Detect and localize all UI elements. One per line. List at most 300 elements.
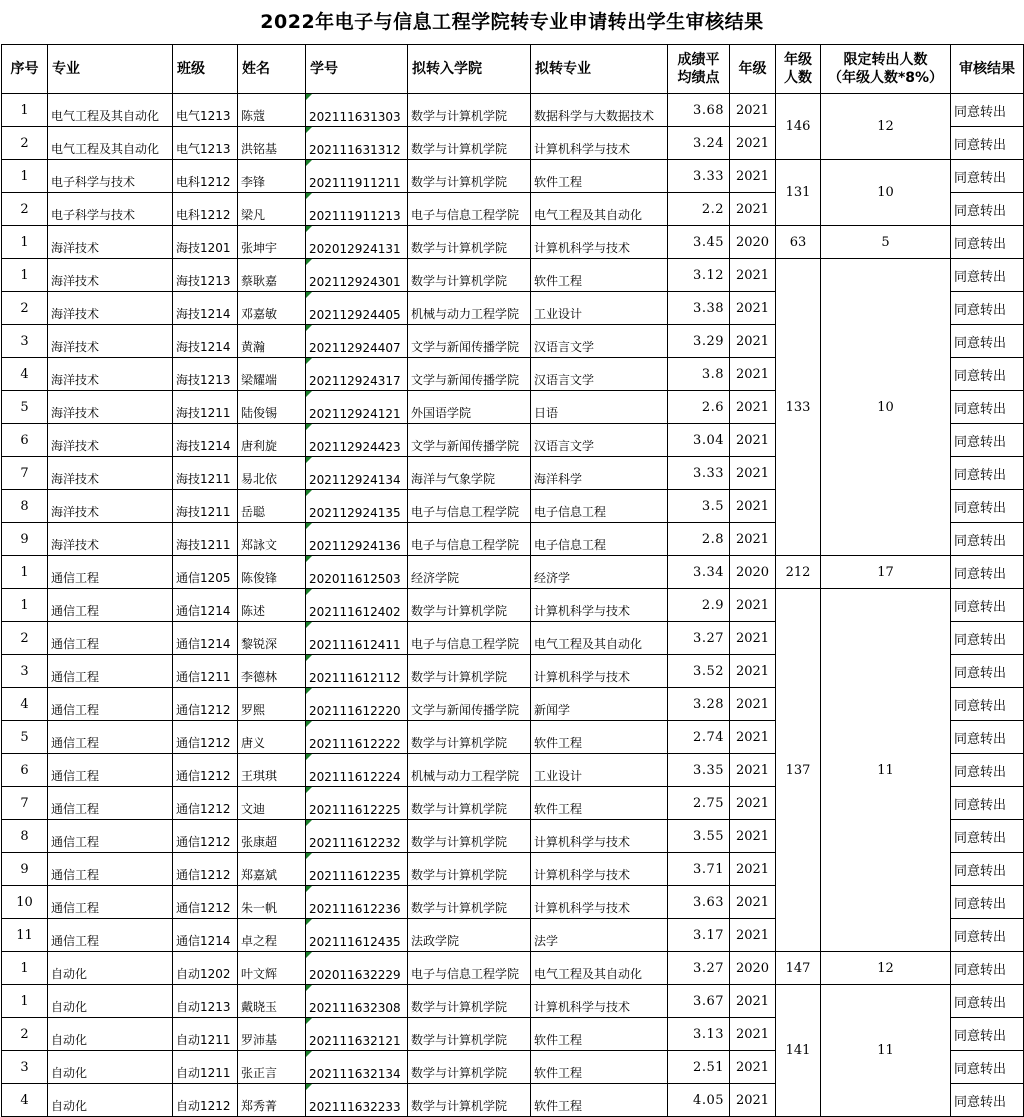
grade-count-cell: 131 (776, 160, 821, 226)
gpa-cell: 3.34 (668, 556, 730, 589)
major-cell: 通信工程 (48, 820, 173, 853)
limit-cell: 11 (821, 985, 951, 1117)
target-college-cell: 数学与计算机学院 (408, 1084, 531, 1117)
grade-cell: 2021 (730, 622, 776, 655)
result-cell: 同意转出 (951, 622, 1024, 655)
target-major-cell: 数据科学与大数据技术 (531, 94, 668, 127)
grade-count-cell: 212 (776, 556, 821, 589)
target-college-cell: 数学与计算机学院 (408, 853, 531, 886)
gpa-cell: 3.04 (668, 424, 730, 457)
grade-cell: 2021 (730, 490, 776, 523)
student-id-cell: 202111911211 (306, 160, 408, 193)
seq-cell: 4 (2, 688, 48, 721)
major-cell: 电气工程及其自动化 (48, 127, 173, 160)
target-college-cell: 外国语学院 (408, 391, 531, 424)
header-grade-count-line2: 人数 (784, 70, 812, 86)
name-cell: 文迪 (238, 787, 306, 820)
student-id-cell: 202111632121 (306, 1018, 408, 1051)
class-cell: 通信1214 (173, 589, 238, 622)
student-id-cell: 202111612411 (306, 622, 408, 655)
student-id-cell: 202112924405 (306, 292, 408, 325)
target-major-cell: 电气工程及其自动化 (531, 193, 668, 226)
gpa-cell: 3.68 (668, 94, 730, 127)
name-cell: 郑秀菁 (238, 1084, 306, 1117)
header-target-college: 拟转入学院 (408, 45, 531, 94)
target-major-cell: 电子信息工程 (531, 523, 668, 556)
target-college-cell: 数学与计算机学院 (408, 655, 531, 688)
name-cell: 李锋 (238, 160, 306, 193)
gpa-cell: 3.33 (668, 457, 730, 490)
major-cell: 通信工程 (48, 556, 173, 589)
name-cell: 朱一帆 (238, 886, 306, 919)
grade-cell: 2021 (730, 919, 776, 952)
target-college-cell: 数学与计算机学院 (408, 589, 531, 622)
seq-cell: 1 (2, 94, 48, 127)
gpa-cell: 2.75 (668, 787, 730, 820)
target-major-cell: 计算机科学与技术 (531, 655, 668, 688)
table-row (2, 259, 1024, 292)
name-cell: 王琪琪 (238, 754, 306, 787)
seq-cell: 2 (2, 1018, 48, 1051)
name-cell: 黎锐深 (238, 622, 306, 655)
table-row (2, 985, 1024, 1018)
seq-cell: 8 (2, 490, 48, 523)
target-major-cell: 工业设计 (531, 754, 668, 787)
gpa-cell: 3.27 (668, 952, 730, 985)
seq-cell: 1 (2, 226, 48, 259)
target-major-cell: 软件工程 (531, 1051, 668, 1084)
major-cell: 海洋技术 (48, 226, 173, 259)
target-college-cell: 数学与计算机学院 (408, 94, 531, 127)
grade-count-cell: 147 (776, 952, 821, 985)
name-cell: 易北依 (238, 457, 306, 490)
target-college-cell: 机械与动力工程学院 (408, 754, 531, 787)
target-college-cell: 数学与计算机学院 (408, 127, 531, 160)
gpa-cell: 2.2 (668, 193, 730, 226)
result-cell: 同意转出 (951, 754, 1024, 787)
major-cell: 海洋技术 (48, 259, 173, 292)
name-cell: 郑詠文 (238, 523, 306, 556)
class-cell: 电气1213 (173, 94, 238, 127)
target-college-cell: 电子与信息工程学院 (408, 952, 531, 985)
seq-cell: 3 (2, 1051, 48, 1084)
grade-count-cell: 63 (776, 226, 821, 259)
target-college-cell: 数学与计算机学院 (408, 886, 531, 919)
name-cell: 陈蔻 (238, 94, 306, 127)
class-cell: 电气1213 (173, 127, 238, 160)
target-college-cell: 文学与新闻传播学院 (408, 424, 531, 457)
grade-count-cell: 133 (776, 259, 821, 556)
limit-cell: 5 (821, 226, 951, 259)
grade-cell: 2021 (730, 358, 776, 391)
major-cell: 海洋技术 (48, 490, 173, 523)
target-college-cell: 数学与计算机学院 (408, 226, 531, 259)
result-cell: 同意转出 (951, 952, 1024, 985)
header-class: 班级 (173, 45, 238, 94)
target-college-cell: 数学与计算机学院 (408, 1051, 531, 1084)
class-cell: 通信1214 (173, 919, 238, 952)
student-id-cell: 202112924136 (306, 523, 408, 556)
result-cell: 同意转出 (951, 985, 1024, 1018)
result-cell: 同意转出 (951, 919, 1024, 952)
gpa-cell: 3.13 (668, 1018, 730, 1051)
name-cell: 梁耀端 (238, 358, 306, 391)
grade-count-cell: 141 (776, 985, 821, 1117)
name-cell: 戴晓玉 (238, 985, 306, 1018)
header-grade: 年级 (730, 45, 776, 94)
grade-cell: 2021 (730, 457, 776, 490)
name-cell: 陈述 (238, 589, 306, 622)
page-title: 2022年电子与信息工程学院转专业申请转出学生审核结果 (260, 11, 764, 33)
student-id-cell: 202111612225 (306, 787, 408, 820)
target-major-cell: 计算机科学与技术 (531, 820, 668, 853)
gpa-cell: 3.45 (668, 226, 730, 259)
grade-cell: 2021 (730, 259, 776, 292)
major-cell: 通信工程 (48, 589, 173, 622)
seq-cell: 11 (2, 919, 48, 952)
target-major-cell: 计算机科学与技术 (531, 589, 668, 622)
gpa-cell: 3.12 (668, 259, 730, 292)
gpa-cell: 3.27 (668, 622, 730, 655)
result-cell: 同意转出 (951, 292, 1024, 325)
class-cell: 电科1212 (173, 193, 238, 226)
class-cell: 通信1211 (173, 655, 238, 688)
target-college-cell: 文学与新闻传播学院 (408, 688, 531, 721)
class-cell: 海技1211 (173, 523, 238, 556)
student-id-cell: 202112924135 (306, 490, 408, 523)
name-cell: 岳聪 (238, 490, 306, 523)
table-row (2, 160, 1024, 193)
target-major-cell: 计算机科学与技术 (531, 127, 668, 160)
major-cell: 通信工程 (48, 919, 173, 952)
seq-cell: 4 (2, 358, 48, 391)
seq-cell: 9 (2, 853, 48, 886)
target-major-cell: 日语 (531, 391, 668, 424)
class-cell: 海技1213 (173, 259, 238, 292)
name-cell: 黄瀚 (238, 325, 306, 358)
gpa-cell: 3.55 (668, 820, 730, 853)
student-id-cell: 202111612232 (306, 820, 408, 853)
seq-cell: 1 (2, 160, 48, 193)
major-cell: 海洋技术 (48, 523, 173, 556)
target-major-cell: 新闻学 (531, 688, 668, 721)
major-cell: 自动化 (48, 985, 173, 1018)
target-major-cell: 计算机科学与技术 (531, 226, 668, 259)
major-cell: 自动化 (48, 1051, 173, 1084)
grade-cell: 2021 (730, 721, 776, 754)
student-id-cell: 202111612435 (306, 919, 408, 952)
header-grade-count-line1: 年级 (784, 52, 812, 68)
class-cell: 通信1212 (173, 853, 238, 886)
gpa-cell: 2.6 (668, 391, 730, 424)
name-cell: 郑嘉斌 (238, 853, 306, 886)
table-row (2, 226, 1024, 259)
grade-cell: 2021 (730, 193, 776, 226)
seq-cell: 1 (2, 985, 48, 1018)
student-id-cell: 202111911213 (306, 193, 408, 226)
grade-cell: 2021 (730, 820, 776, 853)
limit-cell: 12 (821, 94, 951, 160)
grade-cell: 2021 (730, 754, 776, 787)
seq-cell: 1 (2, 589, 48, 622)
gpa-cell: 3.8 (668, 358, 730, 391)
result-cell: 同意转出 (951, 259, 1024, 292)
major-cell: 通信工程 (48, 688, 173, 721)
result-cell: 同意转出 (951, 721, 1024, 754)
major-cell: 海洋技术 (48, 457, 173, 490)
target-college-cell: 电子与信息工程学院 (408, 490, 531, 523)
name-cell: 卓之程 (238, 919, 306, 952)
header-target-major: 拟转专业 (531, 45, 668, 94)
gpa-cell: 3.24 (668, 127, 730, 160)
grade-cell: 2021 (730, 160, 776, 193)
result-cell: 同意转出 (951, 391, 1024, 424)
student-id-cell: 202111612402 (306, 589, 408, 622)
target-major-cell: 软件工程 (531, 160, 668, 193)
grade-cell: 2020 (730, 952, 776, 985)
student-id-cell: 202111631312 (306, 127, 408, 160)
limit-cell: 12 (821, 952, 951, 985)
name-cell: 洪铭基 (238, 127, 306, 160)
seq-cell: 10 (2, 886, 48, 919)
target-major-cell: 软件工程 (531, 1018, 668, 1051)
major-cell: 通信工程 (48, 886, 173, 919)
gpa-cell: 3.71 (668, 853, 730, 886)
student-id-cell: 202111612112 (306, 655, 408, 688)
result-cell: 同意转出 (951, 490, 1024, 523)
grade-cell: 2021 (730, 1018, 776, 1051)
gpa-cell: 2.74 (668, 721, 730, 754)
result-cell: 同意转出 (951, 1051, 1024, 1084)
result-cell: 同意转出 (951, 424, 1024, 457)
target-major-cell: 电气工程及其自动化 (531, 622, 668, 655)
limit-cell: 10 (821, 160, 951, 226)
grade-cell: 2021 (730, 127, 776, 160)
seq-cell: 3 (2, 655, 48, 688)
class-cell: 海技1214 (173, 424, 238, 457)
result-cell: 同意转出 (951, 1018, 1024, 1051)
result-cell: 同意转出 (951, 820, 1024, 853)
result-cell: 同意转出 (951, 886, 1024, 919)
student-id-cell: 202111612235 (306, 853, 408, 886)
header-gpa (668, 45, 730, 94)
target-college-cell: 经济学院 (408, 556, 531, 589)
student-id-cell: 202011612503 (306, 556, 408, 589)
seq-cell: 7 (2, 787, 48, 820)
student-id-cell: 202111631303 (306, 94, 408, 127)
gpa-cell: 3.33 (668, 160, 730, 193)
major-cell: 海洋技术 (48, 292, 173, 325)
gpa-cell: 3.28 (668, 688, 730, 721)
target-major-cell: 工业设计 (531, 292, 668, 325)
target-college-cell: 机械与动力工程学院 (408, 292, 531, 325)
class-cell: 通信1212 (173, 754, 238, 787)
target-major-cell: 电气工程及其自动化 (531, 952, 668, 985)
result-cell: 同意转出 (951, 1084, 1024, 1117)
target-college-cell: 数学与计算机学院 (408, 787, 531, 820)
header-seq: 序号 (2, 45, 48, 94)
header-limit-line2: （年级人数*8%） (827, 70, 944, 86)
name-cell: 罗沛基 (238, 1018, 306, 1051)
limit-cell: 10 (821, 259, 951, 556)
major-cell: 自动化 (48, 1084, 173, 1117)
header-row (2, 45, 1024, 94)
seq-cell: 7 (2, 457, 48, 490)
target-major-cell: 汉语言文学 (531, 424, 668, 457)
header-limit (821, 45, 951, 94)
results-table (1, 44, 1024, 1117)
seq-cell: 1 (2, 952, 48, 985)
student-id-cell: 202112924121 (306, 391, 408, 424)
seq-cell: 2 (2, 127, 48, 160)
target-major-cell: 计算机科学与技术 (531, 886, 668, 919)
target-major-cell: 经济学 (531, 556, 668, 589)
major-cell: 海洋技术 (48, 325, 173, 358)
seq-cell: 9 (2, 523, 48, 556)
name-cell: 罗熙 (238, 688, 306, 721)
student-id-cell: 202111612222 (306, 721, 408, 754)
result-cell: 同意转出 (951, 226, 1024, 259)
name-cell: 张康超 (238, 820, 306, 853)
target-major-cell: 海洋科学 (531, 457, 668, 490)
student-id-cell: 202111632308 (306, 985, 408, 1018)
seq-cell: 5 (2, 391, 48, 424)
major-cell: 通信工程 (48, 622, 173, 655)
grade-count-cell: 137 (776, 589, 821, 952)
grade-cell: 2021 (730, 391, 776, 424)
target-college-cell: 数学与计算机学院 (408, 721, 531, 754)
result-cell: 同意转出 (951, 523, 1024, 556)
class-cell: 通信1212 (173, 688, 238, 721)
name-cell: 梁凡 (238, 193, 306, 226)
result-cell: 同意转出 (951, 127, 1024, 160)
grade-cell: 2021 (730, 424, 776, 457)
target-major-cell: 软件工程 (531, 787, 668, 820)
major-cell: 电子科学与技术 (48, 160, 173, 193)
target-major-cell: 软件工程 (531, 259, 668, 292)
class-cell: 海技1211 (173, 490, 238, 523)
result-cell: 同意转出 (951, 160, 1024, 193)
seq-cell: 8 (2, 820, 48, 853)
header-major: 专业 (48, 45, 173, 94)
header-name: 姓名 (238, 45, 306, 94)
class-cell: 通信1214 (173, 622, 238, 655)
seq-cell: 1 (2, 259, 48, 292)
class-cell: 自动1212 (173, 1084, 238, 1117)
gpa-cell: 3.67 (668, 985, 730, 1018)
major-cell: 通信工程 (48, 655, 173, 688)
class-cell: 通信1205 (173, 556, 238, 589)
name-cell: 蔡耿嘉 (238, 259, 306, 292)
class-cell: 海技1201 (173, 226, 238, 259)
target-college-cell: 海洋与气象学院 (408, 457, 531, 490)
header-limit-line1: 限定转出人数 (843, 52, 928, 68)
class-cell: 通信1212 (173, 721, 238, 754)
name-cell: 唐义 (238, 721, 306, 754)
gpa-cell: 3.63 (668, 886, 730, 919)
grade-cell: 2021 (730, 292, 776, 325)
class-cell: 电科1212 (173, 160, 238, 193)
major-cell: 自动化 (48, 1018, 173, 1051)
gpa-cell: 2.8 (668, 523, 730, 556)
student-id-cell: 202111612236 (306, 886, 408, 919)
target-major-cell: 法学 (531, 919, 668, 952)
result-cell: 同意转出 (951, 853, 1024, 886)
target-college-cell: 数学与计算机学院 (408, 160, 531, 193)
class-cell: 海技1214 (173, 325, 238, 358)
grade-cell: 2021 (730, 94, 776, 127)
student-id-cell: 202012924131 (306, 226, 408, 259)
result-cell: 同意转出 (951, 556, 1024, 589)
name-cell: 张坤宇 (238, 226, 306, 259)
grade-cell: 2021 (730, 886, 776, 919)
class-cell: 自动1202 (173, 952, 238, 985)
target-college-cell: 电子与信息工程学院 (408, 193, 531, 226)
class-cell: 自动1211 (173, 1018, 238, 1051)
grade-cell: 2021 (730, 523, 776, 556)
major-cell: 通信工程 (48, 721, 173, 754)
class-cell: 海技1214 (173, 292, 238, 325)
target-college-cell: 文学与新闻传播学院 (408, 325, 531, 358)
target-major-cell: 汉语言文学 (531, 358, 668, 391)
gpa-cell: 4.05 (668, 1084, 730, 1117)
grade-cell: 2021 (730, 589, 776, 622)
table-row (2, 94, 1024, 127)
header-result: 审核结果 (951, 45, 1024, 94)
student-id-cell: 202112924423 (306, 424, 408, 457)
limit-cell: 17 (821, 556, 951, 589)
major-cell: 通信工程 (48, 787, 173, 820)
class-cell: 自动1213 (173, 985, 238, 1018)
gpa-cell: 2.9 (668, 589, 730, 622)
class-cell: 通信1212 (173, 787, 238, 820)
major-cell: 海洋技术 (48, 424, 173, 457)
target-college-cell: 电子与信息工程学院 (408, 523, 531, 556)
target-college-cell: 电子与信息工程学院 (408, 622, 531, 655)
gpa-cell: 3.35 (668, 754, 730, 787)
student-id-cell: 202112924407 (306, 325, 408, 358)
student-id-cell: 202011632229 (306, 952, 408, 985)
result-cell: 同意转出 (951, 688, 1024, 721)
name-cell: 陆俊锡 (238, 391, 306, 424)
major-cell: 通信工程 (48, 754, 173, 787)
seq-cell: 3 (2, 325, 48, 358)
header-gpa-line1: 成绩平 (677, 52, 720, 68)
target-college-cell: 文学与新闻传播学院 (408, 358, 531, 391)
grade-cell: 2021 (730, 688, 776, 721)
name-cell: 陈俊锋 (238, 556, 306, 589)
student-id-cell: 202111632233 (306, 1084, 408, 1117)
grade-cell: 2021 (730, 985, 776, 1018)
grade-cell: 2021 (730, 1084, 776, 1117)
target-college-cell: 法政学院 (408, 919, 531, 952)
grade-cell: 2020 (730, 556, 776, 589)
result-cell: 同意转出 (951, 193, 1024, 226)
limit-cell: 11 (821, 589, 951, 952)
name-cell: 李德林 (238, 655, 306, 688)
result-cell: 同意转出 (951, 358, 1024, 391)
gpa-cell: 3.29 (668, 325, 730, 358)
class-cell: 自动1211 (173, 1051, 238, 1084)
table-row (2, 952, 1024, 985)
student-id-cell: 202111612220 (306, 688, 408, 721)
target-major-cell: 电子信息工程 (531, 490, 668, 523)
name-cell: 唐利旋 (238, 424, 306, 457)
grade-cell: 2021 (730, 655, 776, 688)
target-major-cell: 汉语言文学 (531, 325, 668, 358)
result-cell: 同意转出 (951, 655, 1024, 688)
seq-cell: 2 (2, 292, 48, 325)
